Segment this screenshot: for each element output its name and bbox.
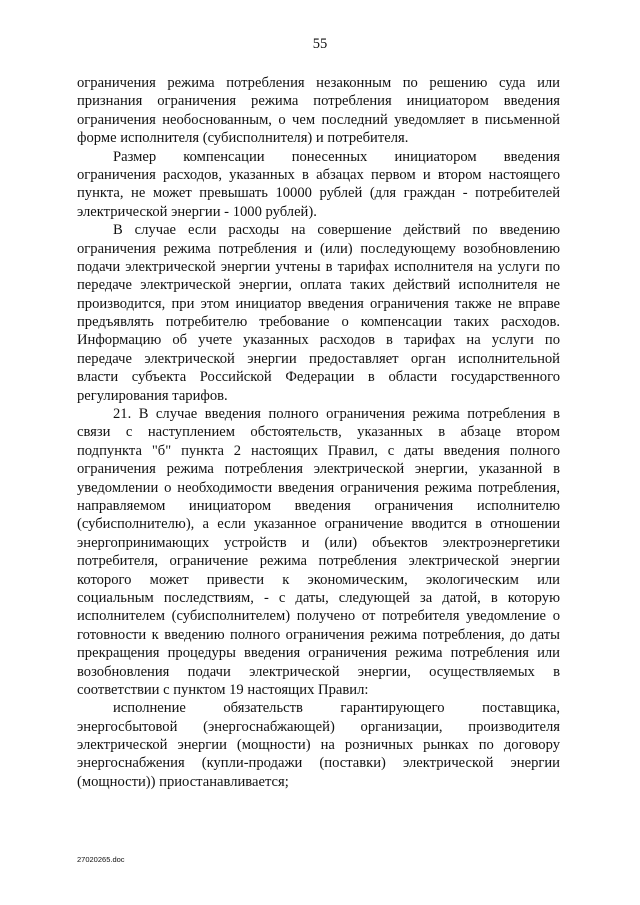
text-line: 21. В случае введения полного ограничения режима потребления в — [113, 406, 560, 423]
text-line: ограничения режима потребления и (или) последующему возобновлению — [77, 240, 560, 257]
text-line: предъявлять потребителю требование о компенсации таких расходов. — [77, 314, 560, 331]
text-line: социальным последствиям, - с даты, следующей за датой, в которую — [77, 589, 560, 606]
text-line: (субисполнителю), а если указанное ограничение вводится в отношении — [77, 516, 560, 533]
text-line: потребителя, ограничение режима потребления электрической энергии — [77, 553, 560, 570]
text-line: исполнение обязательств гарантирующего поставщика, — [113, 700, 560, 717]
text-line: уведомлении о необходимости введения ограничения режима потребления, — [77, 479, 560, 496]
text-line: Информацию об учете указанных расходов в тарифах на услуги по — [77, 332, 560, 349]
text-line: Размер компенсации понесенных инициатором введения — [113, 148, 560, 165]
text-line: ограничения режима потребления незаконным по решению суда или — [77, 75, 560, 91]
text-line: производится, при этом инициатор введения ограничения также не вправе — [77, 295, 560, 312]
text-line: пункта, не может превышать 10000 рублей (для граждан - потребителей — [77, 185, 560, 202]
text-line: возобновления подачи электрической энергии, осуществляемых в — [77, 663, 560, 680]
text-line: подпункта "б" пункта 2 настоящих Правил, с даты введения полного — [77, 442, 560, 459]
text-line: форме исполнителя (субисполнителя) и потребителя. — [77, 130, 409, 147]
text-line: передаче электрической энергии предоставляет орган исполнительной — [77, 350, 560, 367]
text-line: регулирования тарифов. — [77, 387, 228, 404]
text-line: подачи электрической энергии учтены в тарифах исполнителя на услуги по — [77, 258, 560, 275]
document-filename: 27020265.doc — [77, 855, 125, 864]
text-line: ограничения режима потребления электрической энергии, указанной в — [77, 461, 560, 478]
document-body — [77, 74, 560, 791]
text-line: власти субъекта Российской Федерации в области государственного — [77, 369, 560, 386]
text-line: исполнителем (субисполнителем) получено от потребителя уведомление о — [77, 608, 560, 625]
page-number: 55 — [312, 36, 328, 52]
text-line: (мощности)) приостанавливается; — [77, 773, 289, 790]
text-line: ограничения необоснованным, о чем последний уведомляет в письменной — [77, 111, 560, 128]
text-line: передаче электрической энергии, оплата таких действий исполнителя не — [77, 277, 560, 294]
text-line: ограничения расходов, указанных в абзацах первом и втором настоящего — [77, 166, 560, 183]
text-line: В случае если расходы на совершение действий по введению — [113, 222, 560, 239]
text-line: энергосбытовой (энергоснабжающей) организации, производителя — [77, 718, 560, 735]
text-line: энергопринимающих устройств и (или) объектов электроэнергетики — [77, 534, 560, 551]
text-line: электрической энергии (мощности) на розничных рынках по договору — [77, 737, 560, 754]
text-line: энергоснабжения (купли-продажи (поставки) электрической энергии — [77, 755, 560, 772]
text-line: связи с наступлением обстоятельств, указанных в абзаце втором — [77, 424, 560, 441]
text-line: направляемом инициатором введения ограничения исполнителю — [77, 497, 560, 514]
text-line: признания ограничения режима потребления инициатором введения — [77, 93, 560, 110]
text-line: прекращения процедуры введения ограничения режима потребления или — [77, 645, 560, 662]
text-line: которого может привести к экономическим, экологическим или — [77, 571, 560, 588]
text-line: электрической энергии - 1000 рублей). — [77, 203, 317, 220]
text-line: готовности к введению полного ограничения режима потребления, до даты — [77, 626, 560, 643]
text-line: соответствии с пунктом 19 настоящих Правил: — [77, 681, 369, 698]
